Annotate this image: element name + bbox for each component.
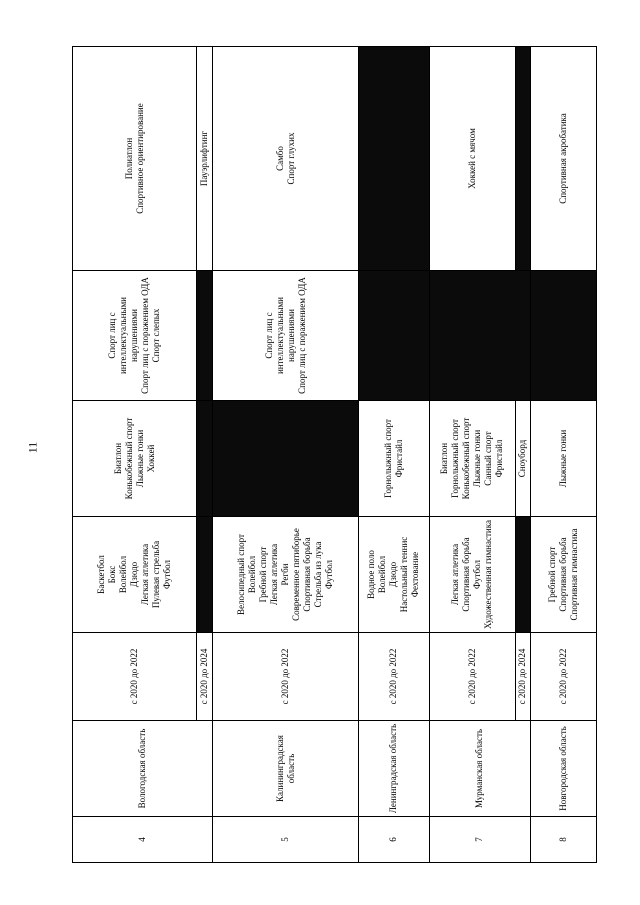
winter-sports: Сноуборд (515, 401, 530, 517)
period: с 2020 до 2022 (212, 633, 358, 721)
sports-table (72, 46, 597, 863)
period: с 2020 до 2024 (515, 633, 530, 721)
redacted-cell (359, 271, 429, 401)
redacted-cell (429, 271, 530, 401)
winter-sports: Биатлон Конькобежный спорт Лыжные гонки Хоккей (73, 401, 197, 517)
table-row (530, 47, 596, 863)
table-row (429, 47, 515, 863)
other-sports: Спортивная акробатика (530, 47, 596, 271)
winter-sports: Лыжные гонки (530, 401, 596, 517)
row-number: 7 (429, 817, 530, 863)
redacted-cell (515, 517, 530, 633)
other-sports: Полиатлон Спортивное ориентирование (73, 47, 197, 271)
redacted-cell (359, 47, 429, 271)
table-row (73, 47, 197, 863)
summer-sports: Легкая атлетика Спортивная борьба Футбол Художественная гимнастика (429, 517, 515, 633)
redacted-cell (212, 401, 358, 517)
period: с 2020 до 2024 (197, 633, 212, 721)
summer-sports: Баскетбол Бокс Волейбол Дзюдо Легкая атлетика Пулевая стрельба Футбол (73, 517, 197, 633)
table-row (212, 47, 358, 863)
period: с 2020 до 2022 (73, 633, 197, 721)
rotated-page (72, 47, 597, 863)
row-number: 6 (359, 817, 429, 863)
winter-sports: Биатлон Горнолыжный спорт Конькобежный спорт Лыжные гонки Санный спорт Фристайл (429, 401, 515, 517)
redacted-cell (530, 271, 596, 401)
sports-table-sheet (72, 47, 597, 863)
period: с 2020 до 2022 (359, 633, 429, 721)
row-number: 5 (212, 817, 358, 863)
redacted-cell (197, 517, 212, 633)
redacted-cell (197, 401, 212, 517)
summer-sports: Велосипедный спорт Волейбол Гребной спорт Легкая атлетика Регби Современное пятиборье Спортивная борьба Стрельба из лука Футбол (212, 517, 358, 633)
summer-sports: Гребной спорт Спортивная борьба Спортивная гимнастика (530, 517, 596, 633)
region-name: Ленинградская область (359, 721, 429, 817)
disabled-sports: Спорт лиц с интеллектуальными нарушениями Спорт лиц с поражением ОДА Спорт слепых (73, 271, 197, 401)
other-sports: Хоккей с мячом (429, 47, 515, 271)
row-number: 4 (73, 817, 213, 863)
period: с 2020 до 2022 (429, 633, 515, 721)
redacted-cell (515, 47, 530, 271)
summer-sports: Водное поло Волейбол Дзюдо Настольный теннис Фехтование (359, 517, 429, 633)
period: с 2020 до 2022 (530, 633, 596, 721)
winter-sports: Горнолыжный спорт Фристайл (359, 401, 429, 517)
region-name: Мурманская область (429, 721, 530, 817)
other-sports: Самбо Спорт глухих (212, 47, 358, 271)
disabled-sports: Спорт лиц с интеллектуальными нарушениями Спорт лиц с поражением ОДА (212, 271, 358, 401)
region-name: Новгородская область (530, 721, 596, 817)
page-number: 11 (25, 441, 40, 454)
region-name: Калининградская область (212, 721, 358, 817)
other-sports: Пауэрлифтинг (197, 47, 212, 271)
region-name: Вологодская область (73, 721, 213, 817)
row-number: 8 (530, 817, 596, 863)
table-row (359, 47, 429, 863)
redacted-cell (197, 271, 212, 401)
